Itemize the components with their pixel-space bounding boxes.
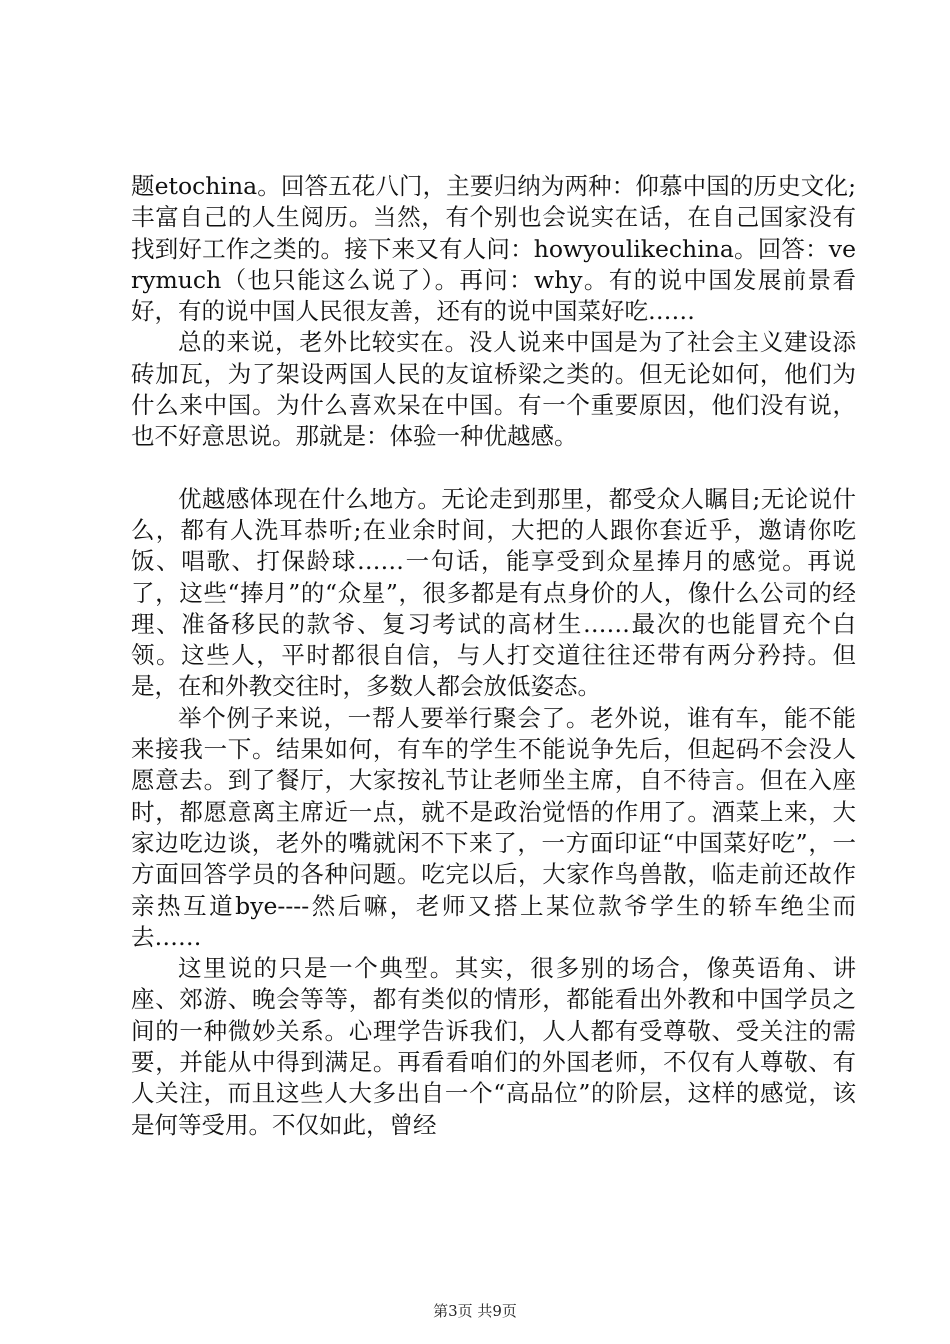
page-number-footer: 第3页 共9页 bbox=[433, 1302, 517, 1320]
body-text bbox=[131, 171, 856, 1141]
paragraph-2: 总的来说，老外比较实在。没人说来中国是为了社会主义建设添砖加瓦，为了架设两国人民的友谊桥梁之类的。但无论如何，他们为什么来中国。为什么喜欢呆在中国。有一个重要原因，他们没有说，也不好意思说。那就是：体验一种优越感。 bbox=[131, 328, 856, 451]
paragraph-1: 题etochina。回答五花八门，主要归纳为两种：仰慕中国的历史文化;丰富自己的人生阅历。当然，有个别也会说实在话，在自己国家没有找到好工作之类的。接下来又有人问：howyoulikechina。回答：verymuch（也只能这么说了）。再问：why。有的说中国发展前景看好，有的说中国人民很友善，还有的说中国菜好吃…… bbox=[131, 172, 856, 326]
paragraph-5: 这里说的只是一个典型。其实，很多别的场合，像英语角、讲座、郊游、晚会等等，都有类似的情形，都能看出外教和中国学员之间的一种微妙关系。心理学告诉我们，人人都有受尊敬、受关注的需要，并能从中得到满足。再看看咱们的外国老师，不仅有人尊敬、有人关注，而且这些人大多出自一个“高品位”的阶层，这样的感觉，该是何等受用。不仅如此，曾经 bbox=[131, 954, 856, 1139]
paragraph-4: 举个例子来说，一帮人要举行聚会了。老外说，谁有车，能不能来接我一下。结果如何，有车的学生不能说争先后，但起码不会没人愿意去。到了餐厅，大家按礼节让老师坐主席，自不待言。但在入座时，都愿意离主席近一点，就不是政治觉悟的作用了。酒菜上来，大家边吃边谈，老外的嘴就闲不下来了，一方面印证“中国菜好吃”，一方面回答学员的各种问题。吃完以后，大家作鸟兽散，临走前还故作亲热互道bye----然后嘛，老师又搭上某位款爷学生的轿车绝尘而去…… bbox=[131, 703, 856, 951]
paragraph-3: 优越感体现在什么地方。无论走到那里，都受众人瞩目;无论说什么，都有人洗耳恭听;在业余时间，大把的人跟你套近乎，邀请你吃饭、唱歌、打保龄球……一句话，能享受到众星捧月的感觉。再说了，这些“捧月”的“众星”，很多都是有点身价的人，像什么公司的经理、准备移民的款爷、复习考试的高材生……最次的也能冒充个白领。这些人，平时都很自信，与人打交道往往还带有两分矜持。但是，在和外教交往时，多数人都会放低姿态。 bbox=[131, 484, 856, 701]
